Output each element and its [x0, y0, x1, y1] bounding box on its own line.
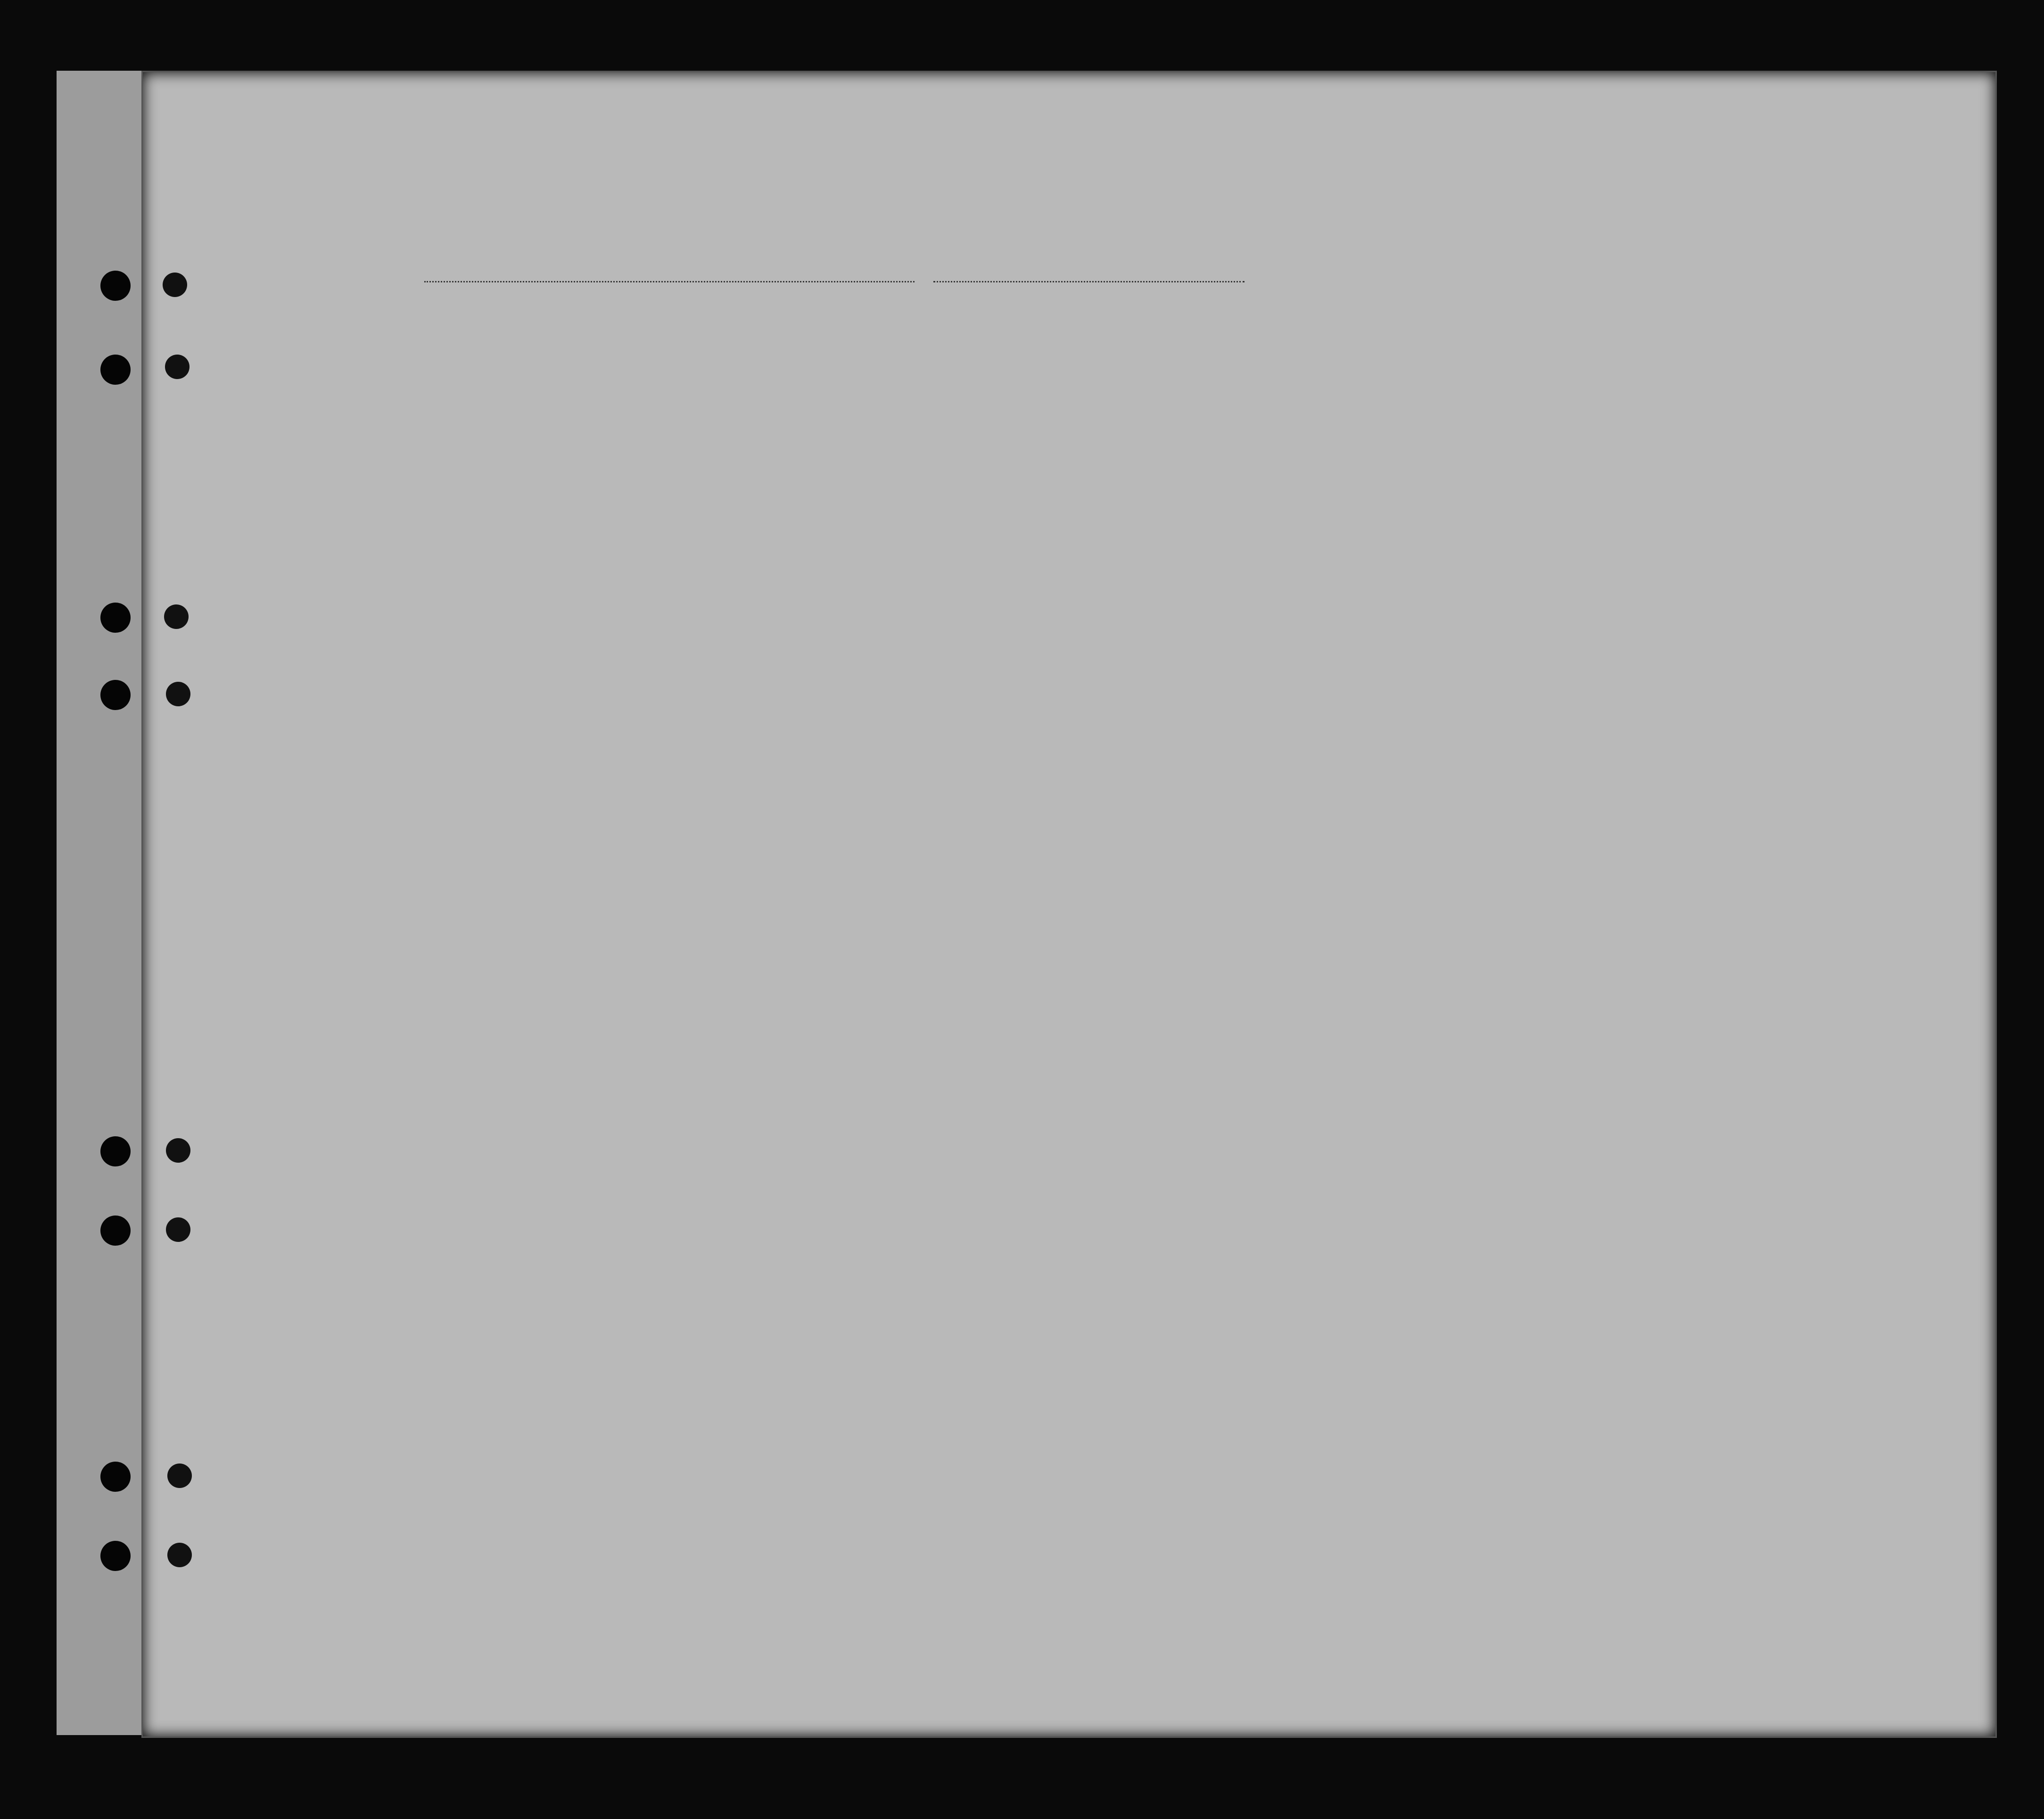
- header-length-stay: [1252, 372, 1273, 462]
- header-deported: [1524, 349, 1541, 462]
- header-labor-offer: [1464, 349, 1492, 462]
- header-excluded: [1499, 349, 1516, 462]
- header-prison: [1320, 349, 1348, 462]
- header-return-intent: [1212, 372, 1233, 462]
- header-citizen-intent: [1287, 372, 1308, 462]
- header-overthrow: [1414, 349, 1459, 462]
